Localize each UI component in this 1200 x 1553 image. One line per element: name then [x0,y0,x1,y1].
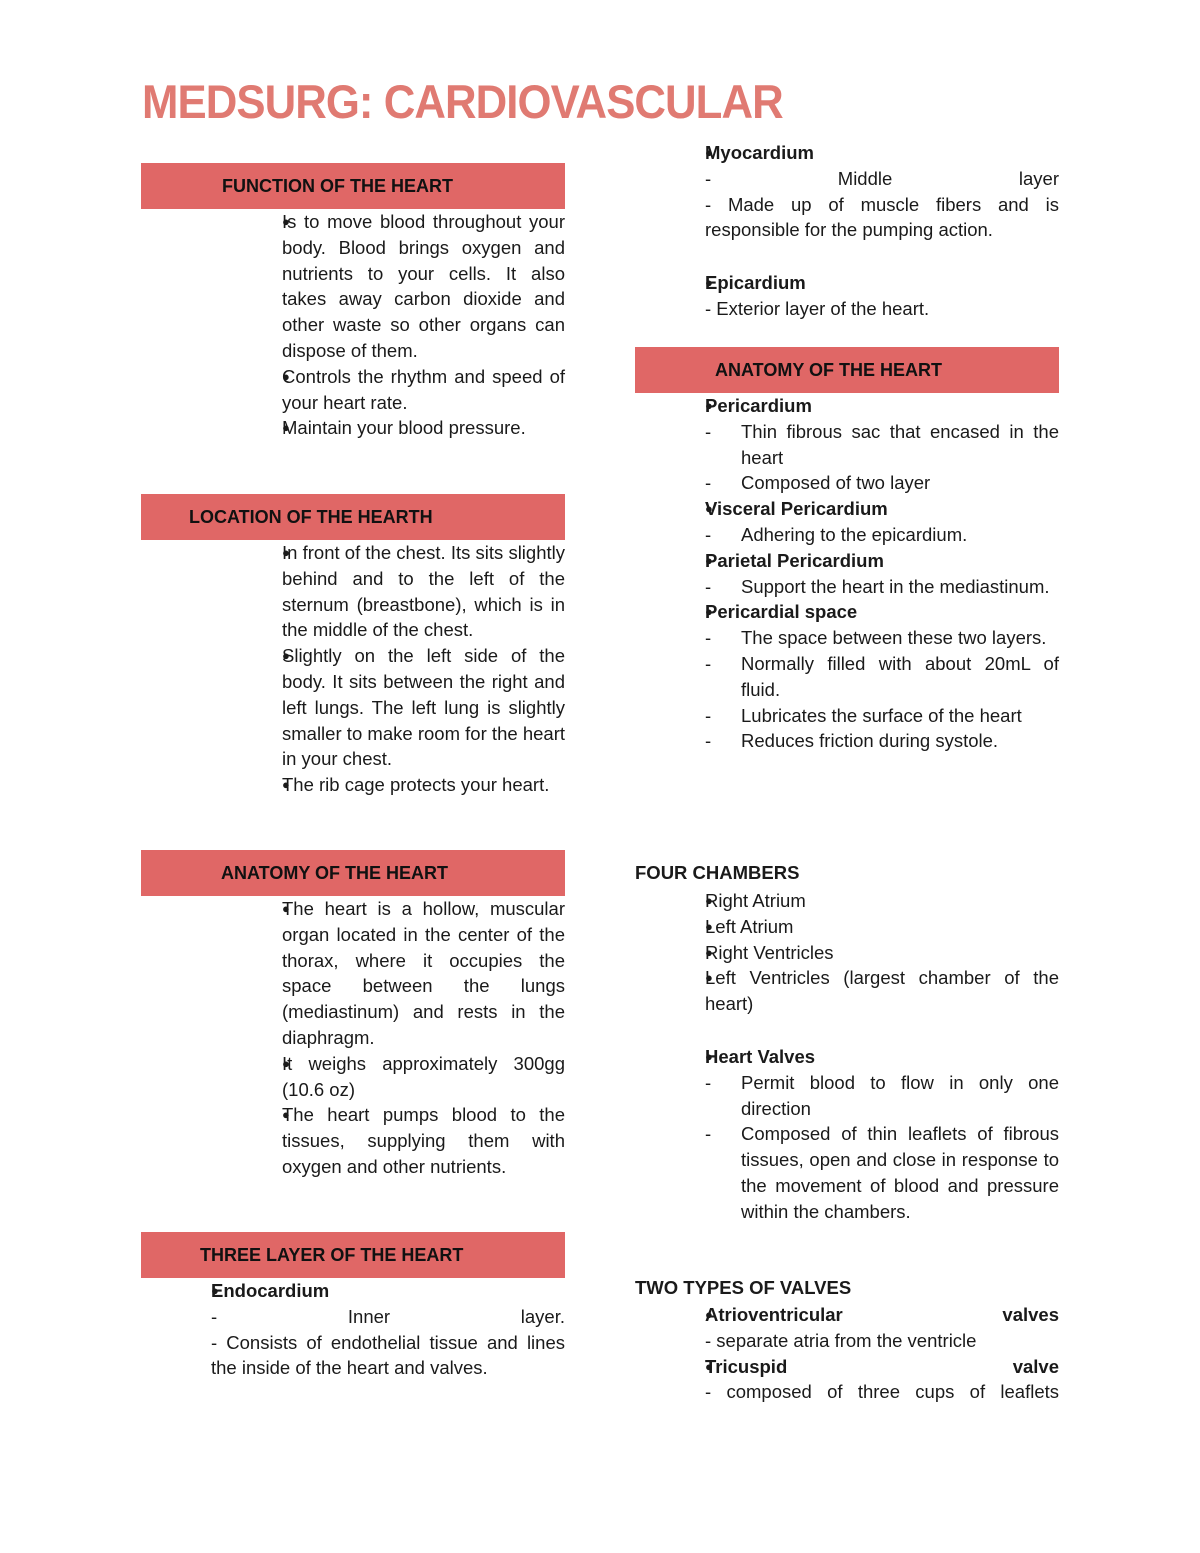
sub-item: - Composed of thin leaflets of fibrous tissues, open and close in response to the movement of blood and pressure within the chambers. [705,1121,1059,1224]
endocardium-word: Inner [347,1305,391,1327]
list-item [670,1302,1059,1354]
av-line: - separate atria from the ventricle [705,1329,977,1351]
sub-item: - Thin fibrous sac that encased in the heart [705,419,1059,471]
myocardium-line2: - Made up of muscle fibers and is responsible for the pumping action. [705,193,1059,241]
pericardium-label: ● Pericardium [705,395,812,416]
location-list [247,540,565,798]
myocardium-line1 [705,166,1059,192]
tricuspid-label-end: valve [1012,1355,1059,1377]
myocardium-label: ● Myocardium [705,142,814,163]
space-label: ● Pericardial space [705,601,858,623]
list-item [670,140,1059,243]
function-list [247,209,565,441]
tricuspid-label-text: ● Tricuspid [705,1355,788,1377]
endocardium-line2: - Consists of endothelial tissue and lines the inside of the heart and valves. [211,1331,565,1379]
sub-item: - Composed of two layer [705,470,1059,496]
visceral-label: ● Visceral Pericardium [705,498,888,520]
list-item [670,1044,1059,1225]
epicardium-item [670,270,1059,322]
av-label [705,1302,1059,1328]
endocardium-item [176,1278,565,1381]
list-item: ● In front of the chest. Its sits slightly behind and to the left of the sternum (breastbone), which is in the middle of the chest. [247,540,565,643]
list-item [670,496,1059,548]
tricuspid-line: - composed of three cups of leaflets [705,1381,1059,1403]
chambers-list [670,888,1059,1017]
av-label-end: valves [1002,1304,1059,1325]
endocardium-label: ● Endocardium [211,1280,330,1301]
parietal-label: ● Parietal Pericardium [705,549,884,571]
list-item: ● The heart is a hollow, muscular organ located in the center of the thorax, where it occupies the space between the lungs (mediastinum) and rests in the diaphragm. [247,896,565,1051]
list-item [670,1354,1059,1406]
list-item: ● Left Ventricles (largest chamber of the heart) [670,965,1059,1017]
sub-item: - Reduces friction during systole. [705,728,1059,754]
epicardium-label: ● Epicardium [705,272,806,293]
chambers-heading: FOUR CHAMBERS [635,862,800,883]
page-title: MEDSURG: CARDIOVASCULAR [142,75,783,128]
section-header-anatomy: ANATOMY OF THE HEART [141,850,565,896]
sub-item: - Permit blood to flow in only one direction [705,1070,1059,1122]
dash: - [705,167,712,189]
endocardium-end: layer. [520,1305,565,1327]
sub-item: - Lubricates the surface of the heart [705,703,1059,729]
valve-types-heading: TWO TYPES OF VALVES [635,1277,852,1298]
valve-types-list [670,1302,1059,1405]
epicardium-line: - Exterior layer of the heart. [705,297,930,319]
section-header-layers: THREE LAYER OF THE HEART [141,1232,565,1278]
list-item: ● Right Atrium [670,888,1059,914]
section-header-location: LOCATION OF THE HEARTH [141,494,565,540]
myocardium-end: layer [1018,167,1059,189]
endocardium-line1 [211,1304,565,1330]
av-label-text: ● Atrioventricular [705,1304,843,1325]
list-item: ● It weighs approximately 300gg (10.6 oz) [247,1051,565,1103]
section-header-anatomy-right: ANATOMY OF THE HEART [635,347,1059,393]
list-item: ● The heart pumps blood to the tissues, supplying them with oxygen and other nutrients. [247,1102,565,1179]
sub-item: - Adhering to the epicardium. [705,522,1059,548]
sub-item: - The space between these two layers. [705,625,1059,651]
list-item: ● Is to move blood throughout your body. Blood brings oxygen and nutrients to your cells. It also takes away carbon dioxide and other waste so other organs can dispose of them. [247,209,565,364]
list-item: ● The rib cage protects your heart. [247,772,565,798]
list-item [670,270,1059,322]
myocardium-item [670,140,1059,243]
list-item: ● Right Ventricles [670,940,1059,966]
valves-list [670,1044,1059,1225]
list-item: ● Controls the rhythm and speed of your heart rate. [247,364,565,416]
list-item [670,599,1059,754]
anatomy-list [247,896,565,1180]
sub-item: - Normally filled with about 20mL of fluid. [705,651,1059,703]
list-item [670,393,1059,496]
dash: - [211,1305,218,1327]
list-item: ● Slightly on the left side of the body. It sits between the right and left lungs. The left lung is slightly smaller to make room for the heart in your chest. [247,643,565,772]
list-item [176,1278,565,1381]
myocardium-word: Middle [837,167,893,189]
pericardium-list [670,393,1059,754]
list-item: ● Maintain your blood pressure. [247,415,565,441]
list-item: ● Left Atrium [670,914,1059,940]
sub-item: - Support the heart in the mediastinum. [705,574,1059,600]
list-item [670,548,1059,600]
section-header-function: FUNCTION OF THE HEART [141,163,565,209]
tricuspid-label [705,1354,1059,1380]
valves-label: ● Heart Valves [705,1046,816,1067]
